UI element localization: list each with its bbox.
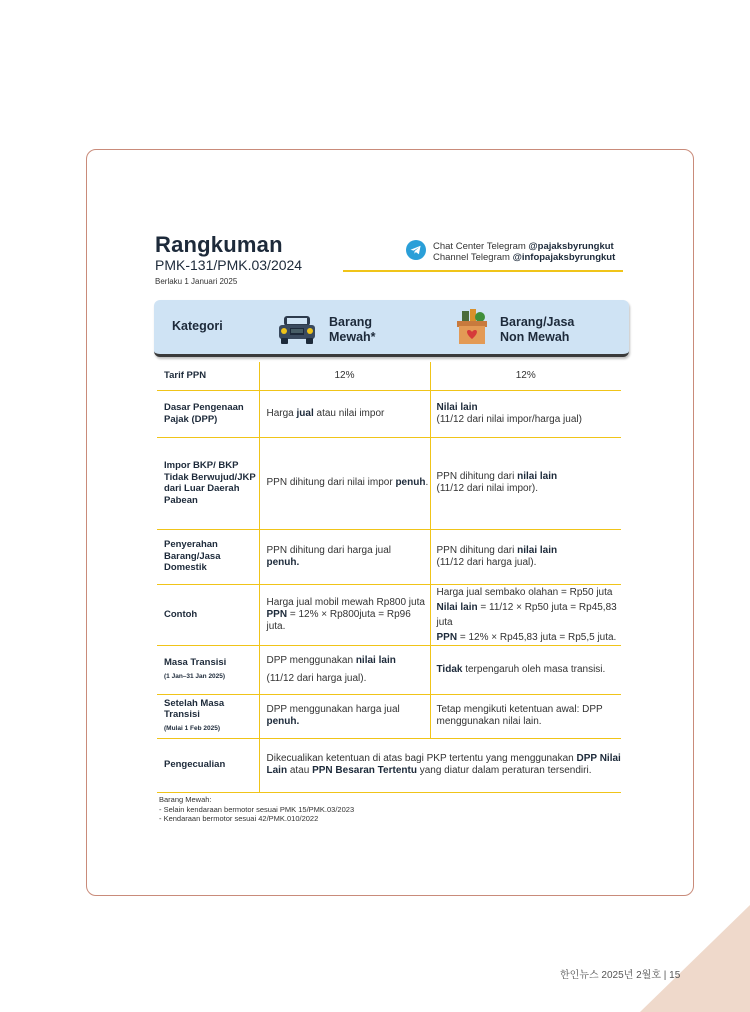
channel-handle[interactable]: @infopajaksbyrungkut <box>512 252 616 263</box>
penyerahan-mewah: PPN dihitung dari harga jual penuh. <box>259 529 430 584</box>
row-label-contoh: Contoh <box>157 584 259 645</box>
row-label-penyerahan: Penyerahan Barang/Jasa Domestik <box>157 529 259 584</box>
impor-mewah: PPN dihitung dari nilai impor penuh. <box>259 437 430 529</box>
row-label-pengecualian: Pengecualian <box>157 738 259 792</box>
contoh-mewah: Harga jual mobil mewah Rp800 juta PPN = 12% × Rp800juta = Rp96 juta. <box>259 584 430 645</box>
header-barang-non-mewah: Barang/Jasa Non Mewah <box>500 315 575 344</box>
table-row <box>157 645 621 694</box>
pengecualian-text: Dikecualikan ketentuan di atas bagi PKP tertentu yang menggunakan DPP Nilai Lain atau PPN Besaran Tertentu yang diatur dalam peraturan tersendiri. <box>259 738 621 792</box>
contoh-non-mewah: Harga jual sembako olahan = Rp50 juta Nilai lain = 11/12 × Rp50 juta = Rp45,83 juta PPN = 12% × Rp45,83 juta = Rp5,5 juta. <box>430 584 621 645</box>
table-row <box>157 437 621 529</box>
dpp-non-mewah: Nilai lain (11/12 dari nilai impor/harga jual) <box>430 390 621 437</box>
corner-decoration <box>640 905 750 1012</box>
effective-date: Berlaku 1 Januari 2025 <box>155 277 238 286</box>
table-row <box>157 584 621 645</box>
table-row <box>157 529 621 584</box>
transisi-mewah: DPP menggunakan nilai lain (11/12 dari harga jual). <box>259 645 430 694</box>
row-label-dpp: Dasar Pengenaan Pajak (DPP) <box>157 390 259 437</box>
row-label-tarif: Tarif PPN <box>157 362 259 390</box>
row-label-setelah: Setelah Masa Transisi (Mulai 1 Feb 2025) <box>157 694 259 738</box>
page-footer: 한인뉴스 2025년 2월호 | 15 <box>560 970 681 981</box>
regulation-subtitle: PMK-131/PMK.03/2024 <box>155 257 303 273</box>
chat-center-line: Chat Center Telegram @pajaksbyrungkut <box>433 241 614 252</box>
footnote: Barang Mewah: - Selain kendaraan bermotor sesuai PMK 15/PMK.03/2023 - Kendaraan bermotor sesuai 42/PMK.010/2022 <box>159 795 355 823</box>
table-row <box>157 738 621 792</box>
impor-non-mewah: PPN dihitung dari nilai lain (11/12 dari nilai impor). <box>430 437 621 529</box>
table-row <box>157 390 621 437</box>
chat-handle[interactable]: @pajaksbyrungkut <box>528 241 614 252</box>
luxury-car-icon <box>276 312 318 346</box>
summary-table <box>157 362 621 793</box>
table-row <box>157 694 621 738</box>
tarif-non-mewah: 12% <box>430 362 621 390</box>
header-kategori: Kategori <box>172 319 223 333</box>
row-label-transisi: Masa Transisi (1 Jan–31 Jan 2025) <box>157 645 259 694</box>
tarif-mewah: 12% <box>259 362 430 390</box>
setelah-mewah: DPP menggunakan harga jual penuh. <box>259 694 430 738</box>
penyerahan-non-mewah: PPN dihitung dari nilai lain (11/12 dari harga jual). <box>430 529 621 584</box>
page-title: Rangkuman <box>155 232 283 257</box>
telegram-contacts <box>433 241 615 263</box>
divider <box>343 270 623 272</box>
setelah-non-mewah: Tetap mengikuti ketentuan awal: DPP menggunakan nilai lain. <box>430 694 621 738</box>
table-row <box>157 362 621 390</box>
grocery-box-icon <box>452 307 492 347</box>
channel-line: Channel Telegram @infopajaksbyrungkut <box>433 252 616 263</box>
row-label-impor: Impor BKP/ BKP Tidak Berwujud/JKP dari Luar Daerah Pabean <box>157 437 259 529</box>
telegram-icon <box>406 240 426 260</box>
transisi-non-mewah: Tidak terpengaruh oleh masa transisi. <box>430 645 621 694</box>
dpp-mewah: Harga jual atau nilai impor <box>259 390 430 437</box>
header-barang-mewah: Barang Mewah* <box>329 315 376 344</box>
